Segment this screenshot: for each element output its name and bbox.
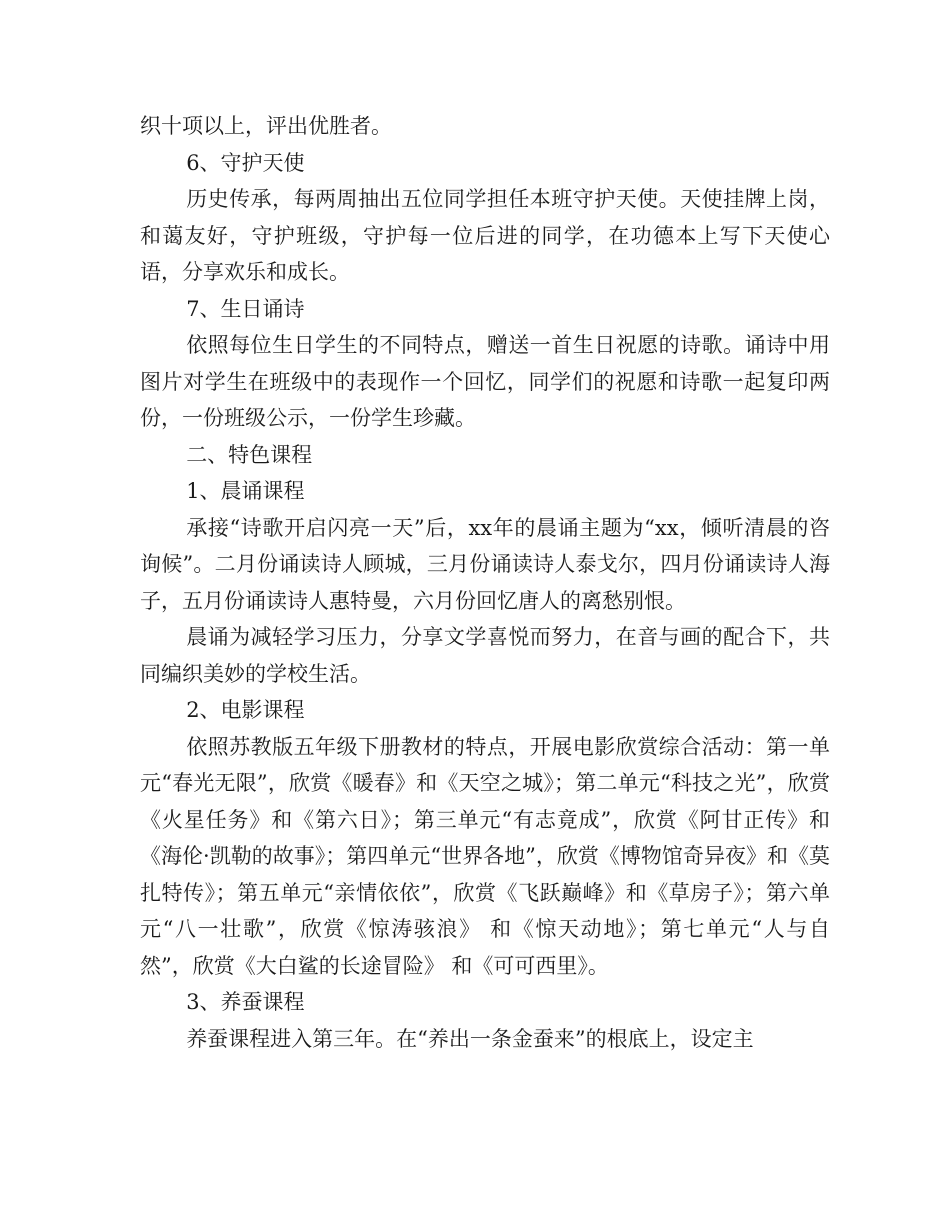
chapter-heading: 二、特色课程 <box>186 442 313 467</box>
body-paragraph: 晨诵为减轻学习压力，分享文学喜悦而努力，在音与画的配合下，共同编织美妙的学校生活。 <box>140 625 830 686</box>
body-paragraph: 织十项以上，评出优胜者。 <box>140 114 392 138</box>
section-heading: 1、晨诵课程 <box>186 479 305 503</box>
document-page <box>140 108 830 1057</box>
section-heading: 3、养蚕课程 <box>186 990 305 1014</box>
body-paragraph: 承接“诗歌开启闪亮一天”后，xx年的晨诵主题为“xx，倾听清晨的咨询候”。二月份诵读诗人顾城，三月份诵读诗人泰戈尔，四月份诵读诗人海子，五月份诵读诗人惠特曼，六月份回忆唐人的离愁别恨。 <box>140 515 830 613</box>
section-heading: 6、守护天使 <box>186 150 305 175</box>
body-paragraph: 历史传承，每两周抽出五位同学担任本班守护天使。天使挂牌上岗，和蔼友好，守护班级，守护每一位后进的同学，在功德本上写下天使心语，分享欢乐和成长。 <box>140 187 830 284</box>
body-paragraph: 养蚕课程进入第三年。在“养出一条金蚕来”的根底上，设定主 <box>186 1026 754 1051</box>
body-paragraph: 依照每位生日学生的不同特点，赠送一首生日祝愿的诗歌。诵诗中用图片对学生在班级中的表现作一个回忆，同学们的祝愿和诗歌一起复印两份，一份班级公示，一份学生珍藏。 <box>140 333 830 430</box>
section-heading: 2、电影课程 <box>186 698 305 722</box>
body-paragraph: 依照苏教版五年级下册教材的特点，开展电影欣赏综合活动：第一单元“春光无限”，欣赏《暖春》和《天空之城》；第二单元“科技之光”，欣赏《火星任务》和《第六日》；第三单元“有志竟成”，欣赏《阿甘正传》和《海伦·凯勒的故事》；第四单元“世界各地”，欣赏《博物馆奇异夜》和《莫扎特传》；第五单元“亲情依依”，欣赏《飞跃巅峰》和《草房子》；第六单元“八一壮歌”，欣赏《惊涛骇浪》 和《惊天动地》；第七单元“人与自然”，欣赏《大白鲨的长途冒险》 和《可可西里》。 <box>140 734 830 978</box>
section-heading: 7、生日诵诗 <box>186 296 305 321</box>
